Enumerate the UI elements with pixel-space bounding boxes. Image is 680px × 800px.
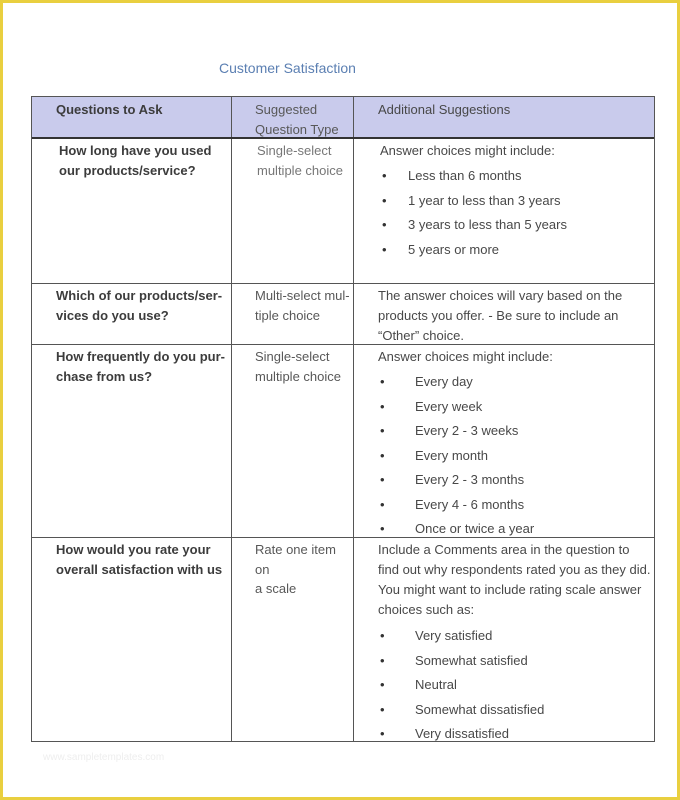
question-type: Rate one item on a scale bbox=[255, 542, 336, 596]
column-divider bbox=[353, 139, 354, 283]
list-item: • Every week bbox=[378, 395, 654, 420]
bullet-icon: • bbox=[382, 241, 387, 257]
bullet-icon: • bbox=[382, 192, 387, 208]
suggestion-intro: Include a Comments area in the question to find out why respondents rated you as they did. You might want to include rating scale answer choices such as: bbox=[378, 542, 651, 617]
answer-choice-list bbox=[380, 164, 656, 262]
question-type: Single-select multiple choice bbox=[257, 143, 343, 178]
bullet-icon: • bbox=[382, 217, 387, 232]
suggestions bbox=[378, 345, 654, 542]
header-questions: Questions to Ask bbox=[56, 102, 163, 117]
table-row bbox=[32, 284, 654, 345]
list-item: • 1 year to less than 3 years bbox=[380, 189, 656, 214]
suggestions bbox=[378, 284, 654, 346]
column-divider bbox=[231, 97, 232, 137]
watermark: www.sampletemplates.com bbox=[43, 752, 165, 763]
suggestion-intro: Answer choices might include: bbox=[378, 349, 553, 364]
header-additional-suggestions: Additional Suggestions bbox=[378, 102, 511, 117]
bullet-icon: • bbox=[380, 398, 385, 414]
list-item: • Somewhat satisfied bbox=[378, 649, 654, 674]
answer-choice-list bbox=[378, 370, 654, 542]
list-item: • Every 2 - 3 months bbox=[378, 468, 654, 493]
list-item: • Once or twice a year bbox=[378, 517, 654, 542]
column-divider bbox=[353, 538, 354, 741]
table-row bbox=[32, 139, 654, 284]
suggestions bbox=[378, 538, 654, 747]
column-divider bbox=[231, 538, 232, 741]
bullet-icon: • bbox=[380, 521, 385, 536]
bullet-icon: • bbox=[382, 168, 387, 183]
list-item: • Every month bbox=[378, 444, 654, 469]
question-text: Which of our products/ser- vices do you use? bbox=[56, 288, 223, 323]
table-row bbox=[32, 345, 654, 538]
list-item: • Every day bbox=[378, 370, 654, 395]
question-type: Single-select multiple choice bbox=[255, 349, 341, 384]
questions-table bbox=[31, 96, 655, 742]
table-row bbox=[32, 538, 654, 741]
list-item: • Somewhat dissatisfied bbox=[378, 698, 654, 723]
column-divider bbox=[231, 284, 232, 344]
suggestion-intro: The answer choices will vary based on the products you offer. - Be sure to include an “Other” choice. bbox=[378, 288, 623, 343]
list-item: • 5 years or more bbox=[380, 238, 656, 263]
question-text: How long have you used our products/service? bbox=[59, 143, 212, 178]
column-divider bbox=[353, 284, 354, 344]
list-item: • Every 4 - 6 months bbox=[378, 493, 654, 518]
bullet-icon: • bbox=[380, 423, 385, 438]
bullet-icon: • bbox=[380, 628, 385, 643]
suggestion-intro: Answer choices might include: bbox=[380, 143, 555, 158]
list-item: • Every 2 - 3 weeks bbox=[378, 419, 654, 444]
bullet-icon: • bbox=[380, 472, 385, 487]
column-divider bbox=[353, 97, 354, 137]
column-divider bbox=[353, 345, 354, 537]
question-text: How would you rate your overall satisfaction with us bbox=[56, 542, 223, 577]
list-item: • Very satisfied bbox=[378, 624, 654, 649]
page-title: Customer Satisfaction bbox=[219, 60, 356, 76]
bullet-icon: • bbox=[380, 652, 385, 668]
list-item: • Less than 6 months bbox=[380, 164, 656, 189]
bullet-icon: • bbox=[380, 726, 385, 741]
column-divider bbox=[231, 139, 232, 283]
list-item: • 3 years to less than 5 years bbox=[380, 213, 656, 238]
bullet-icon: • bbox=[380, 701, 385, 717]
bullet-icon: • bbox=[380, 677, 385, 692]
header-question-type: Suggested Question Type bbox=[255, 102, 339, 137]
question-text: How frequently do you pur- chase from us? bbox=[56, 349, 225, 384]
list-item: • Very dissatisfied bbox=[378, 722, 654, 747]
answer-choice-list bbox=[378, 624, 654, 747]
question-type: Multi-select mul- tiple choice bbox=[255, 288, 350, 323]
bullet-icon: • bbox=[380, 447, 385, 463]
bullet-icon: • bbox=[380, 496, 385, 512]
suggestions bbox=[380, 139, 656, 262]
table-header-row bbox=[32, 97, 654, 139]
bullet-icon: • bbox=[380, 374, 385, 389]
column-divider bbox=[231, 345, 232, 537]
list-item: • Neutral bbox=[378, 673, 654, 698]
